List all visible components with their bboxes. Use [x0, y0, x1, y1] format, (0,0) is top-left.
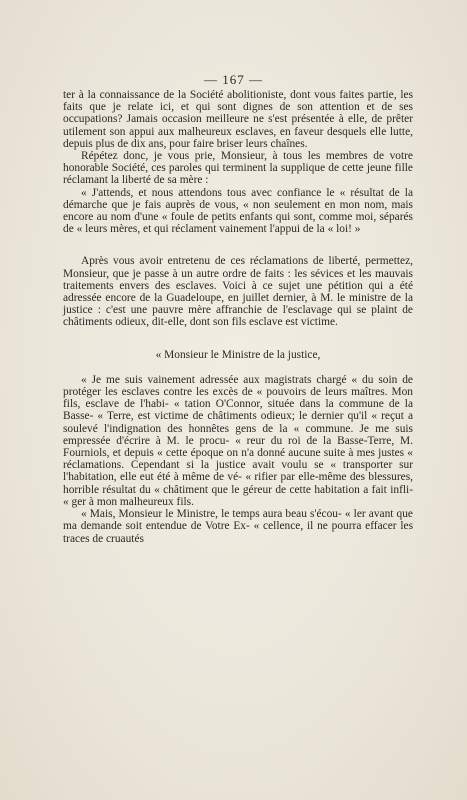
paragraph-continuation: ter à la connaissance de la Société abolitioniste, dont vous faites partie, les faits que je relate ici, et qui sont dignes de son attention et de ses occupations? Jamais occasion meilleure ne s'est présentée à elle, de prêter utilement son appui aux malheureux esclaves, en faveur desquels elle lutte, depuis plus de dix ans, pour faire briser leurs chaînes. — [63, 89, 413, 150]
letter-closing-paragraph: « Mais, Monsieur le Ministre, le temps aura beau s'écou- « ler avant que ma demande soit entendue de Votre Ex- « cellence, il ne pourra effacer les traces de cruautés — [63, 508, 413, 545]
page-number: — 167 — — [204, 72, 263, 87]
paragraph-appeal: Répétez donc, je vous prie, Monsieur, à tous les membres de votre honorable Société, ces paroles qui terminent la supplique de cette jeune fille réclamant la liberté de sa mère : — [63, 150, 413, 187]
letter-body-paragraph: « Je me suis vainement adressée aux magistrats chargé « du soin de protéger les esclaves contre les excès de « pouvoirs de leurs maîtres. Mon fils, esclave de l'habi- « tation O'Connor, située dans la commune de la Basse- « Terre, est victime de châtiments odieux; le dernier qu'il « reçut a soulevé l'indignation des honnêtes gens de la « commune. Je me suis empressée d'écrire à M. le procu- « reur du roi de la Basse-Terre, M. Fourniols, et depuis « cette époque on n'a donné aucune suite à mes justes « réclamations. Cependant si la justice avait voulu se « transporter sur l'habitation, elle eut été à même de vé- « rifier par elle-même des blessures, horrible résultat du « châtiment que le géreur de cette habitation a fait infli- « ger à mon malheureux fils. — [63, 373, 413, 508]
quotation-supplique: « J'attends, et nous attendons tous avec confiance le « résultat de la démarche que je fais auprès de vous, « non seulement en mon nom, mais encore au nom d'une « foule de petits enfants qui sont, comme moi, séparés de « leurs mères, et qui réclament vainement l'appui de la « loi! » — [63, 186, 413, 236]
letter-salutation: « Monsieur le Ministre de la justice, — [155, 348, 321, 361]
page-text — [63, 89, 413, 545]
paragraph-petition-intro: Après vous avoir entretenu de ces réclamations de liberté, permettez, Monsieur, que je passe à un autre ordre de faits : les sévices et les mauvais traitements envers des esclaves. Voici à ce sujet une pétition qui a été adressée encore de la Guadeloupe, en juillet dernier, à M. le ministre de la justice : c'est une pauvre mère affranchie de l'esclavage qui se plaint de châtiments odieux, dit-elle, dont son fils esclave est victime. — [63, 255, 413, 329]
